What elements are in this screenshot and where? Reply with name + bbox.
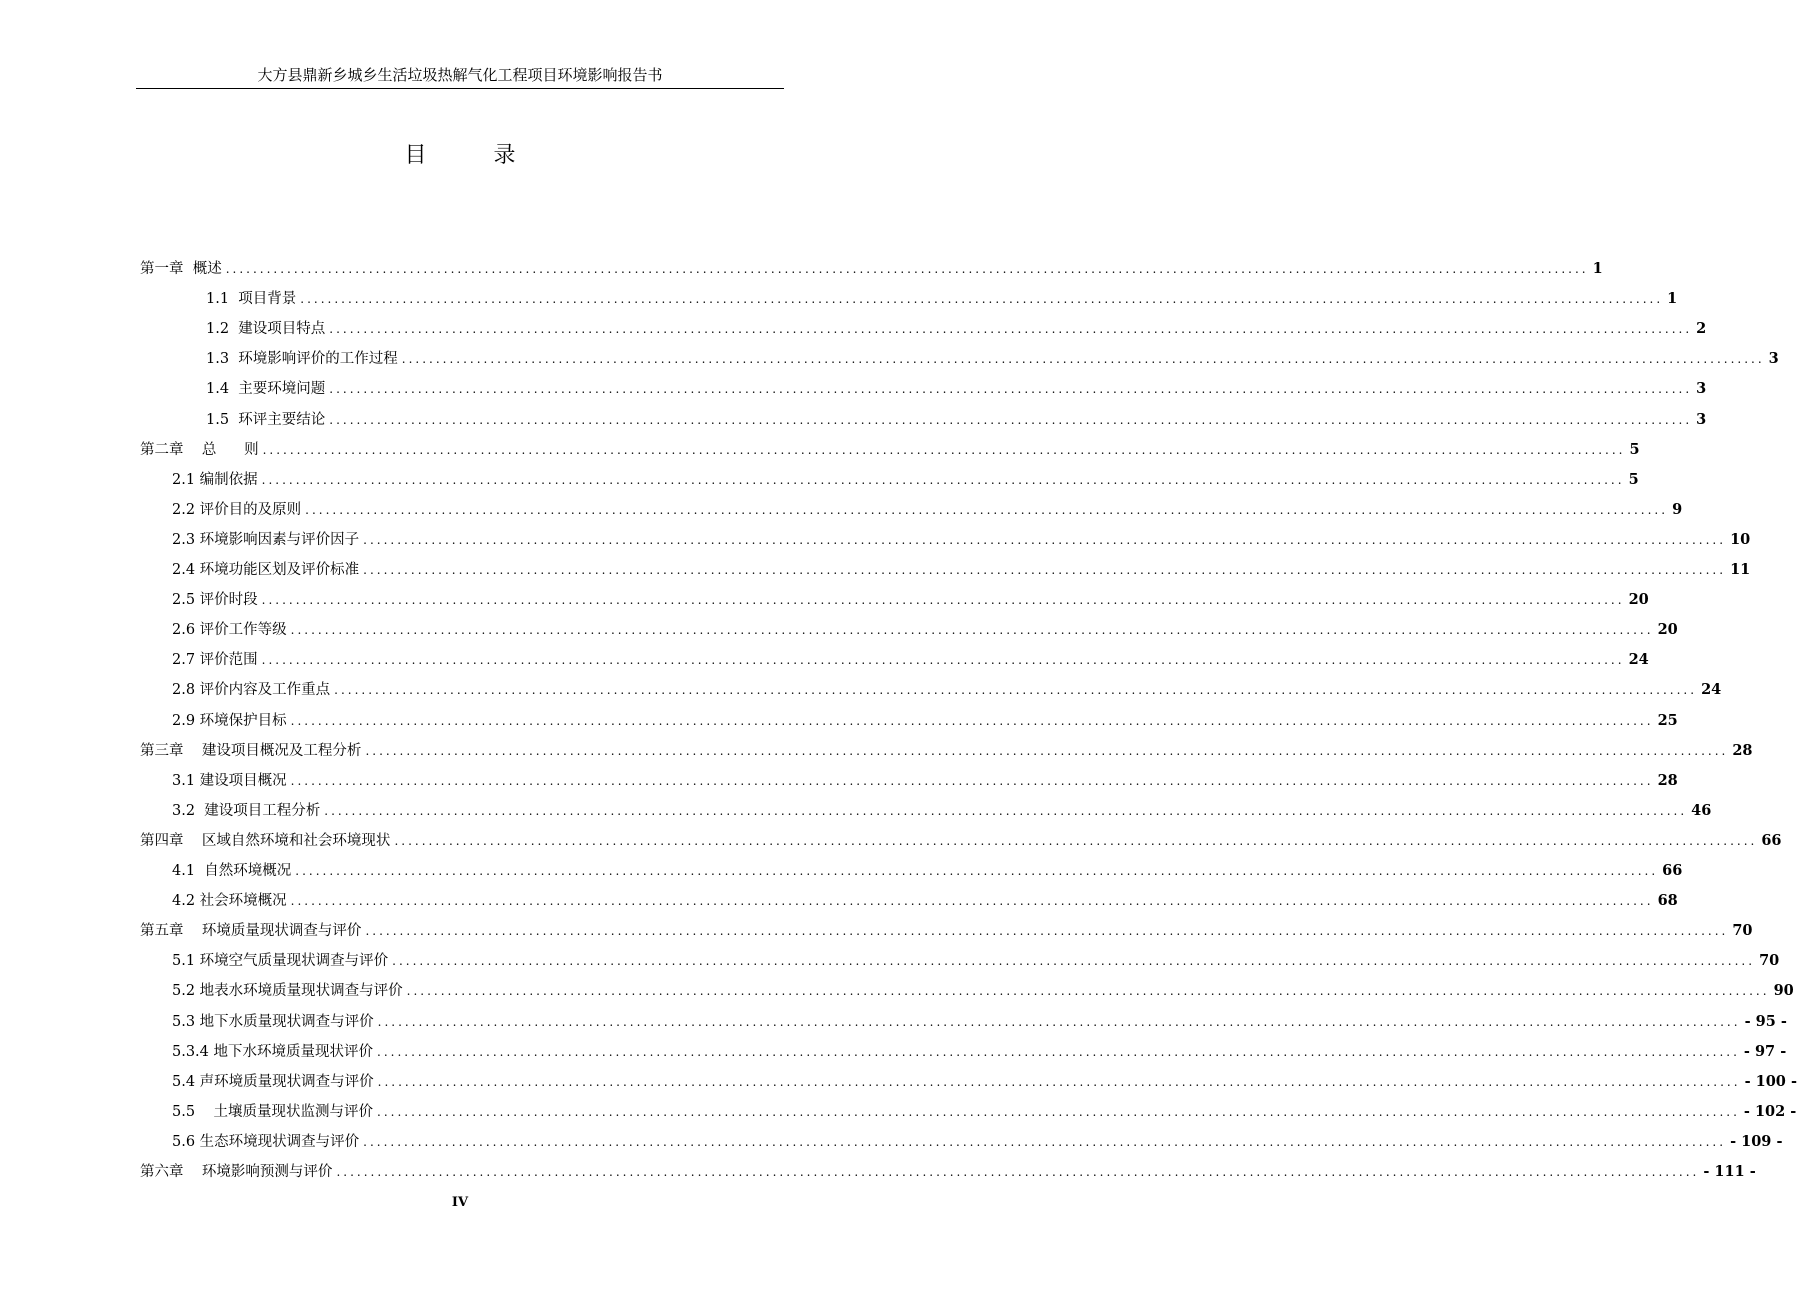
toc-entry[interactable] xyxy=(172,529,1751,551)
toc-entry-label: 第一章 概述 xyxy=(140,261,222,277)
toc-entry-page: 66 xyxy=(1761,832,1782,849)
toc-leader-dots: ........................................................................................................................................................................................................ xyxy=(394,834,1758,848)
toc-entry-label: 3.1 建设项目概况 xyxy=(172,773,287,789)
toc-leader-dots: ........................................................................................................................................................................................................ xyxy=(261,593,1625,607)
toc-leader-dots: ........................................................................................................................................................................................................ xyxy=(290,623,1654,637)
toc-entry[interactable] xyxy=(172,1101,1797,1123)
toc-entry-label: 2.3 环境影响因素与评价因子 xyxy=(172,532,360,548)
toc-leader-dots: ........................................................................................................................................................................................................ xyxy=(377,1045,1740,1059)
toc-entry-page: 5 xyxy=(1628,471,1639,488)
toc-entry-page: 24 xyxy=(1628,651,1649,668)
toc-entry-label: 2.1 编制依据 xyxy=(172,472,258,488)
toc-entry[interactable] xyxy=(172,469,1639,491)
toc-entry-label: 4.1 自然环境概况 xyxy=(172,863,292,879)
toc-entry-label: 第六章 环境影响预测与评价 xyxy=(140,1164,333,1180)
toc-entry[interactable] xyxy=(206,288,1678,310)
toc-entry-page: - 95 - xyxy=(1744,1013,1787,1030)
toc-entry-label: 5.2 地表水环境质量现状调查与评价 xyxy=(172,983,403,999)
toc-entry-page: 3 xyxy=(1696,411,1707,428)
toc-leader-dots: ........................................................................................................................................................................................................ xyxy=(363,533,1727,547)
toc-entry-label: 1.1 项目背景 xyxy=(206,291,297,307)
toc-entry-page: - 100 - xyxy=(1744,1073,1797,1090)
toc-leader-dots: ........................................................................................................................................................................................................ xyxy=(262,443,1626,457)
toc-entry-page: - 111 - xyxy=(1703,1163,1756,1180)
toc-leader-dots: ........................................................................................................................................................................................................ xyxy=(377,1015,1741,1029)
toc-entry-page: 25 xyxy=(1657,712,1678,729)
toc-leader-dots: ........................................................................................................................................................................................................ xyxy=(225,262,1589,276)
toc-leader-dots: ........................................................................................................................................................................................................ xyxy=(365,744,1729,758)
toc-entry[interactable] xyxy=(140,439,1640,461)
toc-entry-page: - 97 - xyxy=(1743,1043,1787,1060)
toc-entry[interactable] xyxy=(140,830,1782,852)
toc-entry-label: 2.4 环境功能区划及评价标准 xyxy=(172,562,360,578)
toc-entry[interactable] xyxy=(140,740,1753,762)
toc-leader-dots: ........................................................................................................................................................................................................ xyxy=(261,473,1625,487)
toc-entry[interactable] xyxy=(140,920,1753,942)
toc-entry-label: 1.4 主要环境问题 xyxy=(206,381,326,397)
toc-entry-page: 28 xyxy=(1657,772,1678,789)
toc-entry[interactable] xyxy=(172,1041,1787,1063)
toc-leader-dots: ........................................................................................................................................................................................................ xyxy=(295,864,1659,878)
toc-entry[interactable] xyxy=(172,950,1780,972)
toc-leader-dots: ........................................................................................................................................................................................................ xyxy=(363,563,1727,577)
toc-entry-page: 70 xyxy=(1732,922,1753,939)
toc-leader-dots: ........................................................................................................................................................................................................ xyxy=(392,954,1756,968)
toc-leader-dots: ........................................................................................................................................................................................................ xyxy=(290,894,1654,908)
toc-entry-page: - 102 - xyxy=(1743,1103,1797,1120)
toc-leader-dots: ........................................................................................................................................................................................................ xyxy=(300,292,1664,306)
toc-entry[interactable] xyxy=(172,649,1649,671)
toc-entry-page: 9 xyxy=(1672,501,1683,518)
toc-leader-dots: ........................................................................................................................................................................................................ xyxy=(329,382,1693,396)
toc-entry-page: 20 xyxy=(1657,621,1678,638)
toc-entry[interactable] xyxy=(172,710,1678,732)
toc-leader-dots: ........................................................................................................................................................................................................ xyxy=(290,714,1654,728)
toc-entry-label: 2.7 评价范围 xyxy=(172,652,258,668)
toc-entry-label: 2.2 评价目的及原则 xyxy=(172,502,302,518)
toc-entry-label: 第二章 总 则 xyxy=(140,442,259,458)
toc-entry[interactable] xyxy=(172,1131,1783,1153)
toc-leader-dots: ........................................................................................................................................................................................................ xyxy=(305,503,1669,517)
toc-entry-page: 20 xyxy=(1628,591,1649,608)
toc-entry[interactable] xyxy=(172,589,1649,611)
toc-entry-page: 70 xyxy=(1759,952,1780,969)
toc-entry-label: 1.2 建设项目特点 xyxy=(206,321,326,337)
toc-entry[interactable] xyxy=(172,860,1683,882)
toc-entry[interactable] xyxy=(172,800,1712,822)
toc-entry-label: 5.3.4 地下水环境质量现状评价 xyxy=(172,1044,374,1060)
toc-entry-page: 2 xyxy=(1696,320,1707,337)
toc-entry-label: 2.6 评价工作等级 xyxy=(172,622,287,638)
toc-entry-page: 46 xyxy=(1691,802,1712,819)
toc-entry[interactable] xyxy=(172,619,1678,641)
toc-leader-dots: ........................................................................................................................................................................................................ xyxy=(334,683,1698,697)
toc-leader-dots: ........................................................................................................................................................................................................ xyxy=(329,413,1693,427)
toc-leader-dots: ........................................................................................................................................................................................................ xyxy=(401,352,1765,366)
page-title: 目 录 xyxy=(404,143,546,168)
toc-leader-dots: ........................................................................................................................................................................................................ xyxy=(329,322,1693,336)
toc-entry-label: 2.5 评价时段 xyxy=(172,592,258,608)
toc-entry-page: 10 xyxy=(1730,531,1751,548)
toc-entry-label: 5.4 声环境质量现状调查与评价 xyxy=(172,1074,374,1090)
toc-entry-page: 68 xyxy=(1657,892,1678,909)
toc-entry[interactable] xyxy=(172,679,1722,701)
toc-entry[interactable] xyxy=(206,409,1707,431)
toc-entry-page: 5 xyxy=(1629,441,1640,458)
toc-entry[interactable] xyxy=(206,378,1707,400)
toc-leader-dots: ........................................................................................................................................................................................................ xyxy=(377,1075,1741,1089)
toc-entry-page: 1 xyxy=(1592,260,1603,277)
toc-entry-label: 3.2 建设项目工程分析 xyxy=(172,803,321,819)
toc-entry[interactable] xyxy=(140,258,1603,280)
toc-entry-label: 5.6 生态环境现状调查与评价 xyxy=(172,1134,360,1150)
toc-entry-page: 1 xyxy=(1667,290,1678,307)
toc-entry-label: 5.5 土壤质量现状监测与评价 xyxy=(172,1104,373,1120)
toc-entry-page: 90 xyxy=(1773,982,1794,999)
toc-entry[interactable] xyxy=(140,1161,1756,1183)
toc-entry[interactable] xyxy=(206,348,1779,370)
toc-entry[interactable] xyxy=(172,1011,1787,1033)
toc-leader-dots: ........................................................................................................................................................................................................ xyxy=(261,653,1625,667)
toc-entry-page: 11 xyxy=(1730,561,1751,578)
toc-entry[interactable] xyxy=(172,980,1794,1002)
toc-entry[interactable] xyxy=(172,1071,1797,1093)
toc-entry-page: 3 xyxy=(1768,350,1779,367)
toc-entry-label: 5.1 环境空气质量现状调查与评价 xyxy=(172,953,389,969)
toc-entry[interactable] xyxy=(172,559,1751,581)
toc-entry-page: 24 xyxy=(1701,681,1722,698)
toc-entry[interactable] xyxy=(172,499,1683,521)
toc-entry-label: 第五章 环境质量现状调查与评价 xyxy=(140,923,362,939)
toc-leader-dots: ........................................................................................................................................................................................................ xyxy=(363,1135,1727,1149)
toc-entry-label: 第三章 建设项目概况及工程分析 xyxy=(140,743,362,759)
toc-entry[interactable] xyxy=(206,318,1707,340)
toc-entry[interactable] xyxy=(172,890,1678,912)
toc-leader-dots: ........................................................................................................................................................................................................ xyxy=(336,1165,1700,1179)
toc-entry-label: 2.8 评价内容及工作重点 xyxy=(172,682,331,698)
toc-entry-label: 4.2 社会环境概况 xyxy=(172,893,287,909)
toc-entry-label: 1.5 环评主要结论 xyxy=(206,412,326,428)
toc-entry-label: 5.3 地下水质量现状调查与评价 xyxy=(172,1014,374,1030)
toc-leader-dots: ........................................................................................................................................................................................................ xyxy=(406,984,1770,998)
toc-entry-page: 28 xyxy=(1732,742,1753,759)
toc-entry-label: 2.9 环境保护目标 xyxy=(172,713,287,729)
toc-leader-dots: ........................................................................................................................................................................................................ xyxy=(365,924,1729,938)
toc-entry-page: 3 xyxy=(1696,380,1707,397)
page-number: IV xyxy=(451,1195,469,1210)
toc-leader-dots: ........................................................................................................................................................................................................ xyxy=(324,804,1688,818)
toc-entry-page: - 109 - xyxy=(1730,1133,1783,1150)
toc-entry-label: 第四章 区域自然环境和社会环境现状 xyxy=(140,833,391,849)
toc-entry-label: 1.3 环境影响评价的工作过程 xyxy=(206,351,398,367)
toc-entry[interactable] xyxy=(172,770,1678,792)
document-header: 大方县鼎新乡城乡生活垃圾热解气化工程项目环境影响报告书 xyxy=(136,64,784,89)
toc-entry-page: 66 xyxy=(1662,862,1683,879)
toc-leader-dots: ........................................................................................................................................................................................................ xyxy=(377,1105,1740,1119)
toc-leader-dots: ........................................................................................................................................................................................................ xyxy=(290,774,1654,788)
